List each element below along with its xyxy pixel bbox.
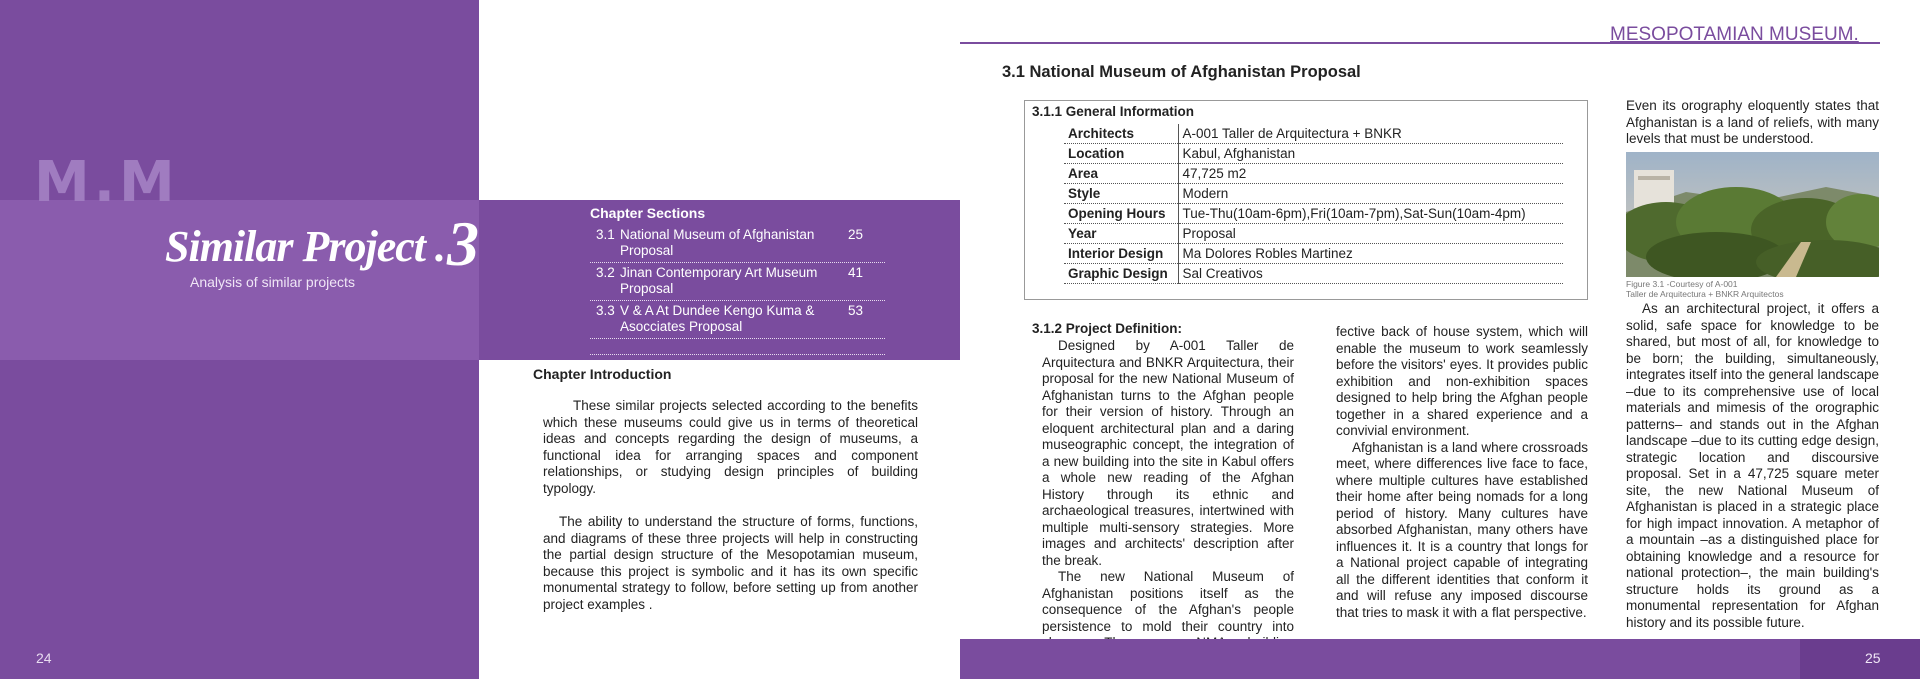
general-info-table: [1064, 124, 1563, 284]
body-paragraph: fective back of house system, which will enable the museum to work seamlessly before the visitors' eyes. It provides public exhibition and non-exhibition spaces designed to help bring the Afghan people together in a shared experience and a convivial environment.: [1336, 324, 1588, 438]
museum-rendering-image: [1626, 152, 1879, 277]
body-paragraph: Even its orography eloquently states that Afghanistan is a land of reliefs, with many levels that must be understood.: [1626, 98, 1879, 146]
info-value: Kabul, Afghanistan: [1178, 144, 1563, 164]
info-key: Opening Hours: [1064, 204, 1178, 224]
body-paragraph: Designed by A-001 Taller de Arquitectura and BNKR Arquitectura, their proposal for the new National Museum of Afghanistan turns to the Afghan people for their version of history. Through an eloquent architectural plan and a daring museographic concept, the integration of a new building into the site in Kabul offers a whole new reading of the Afghan History through its ethnic and archaeological treasures, intertwined with multiple multi-sensory strategies. More images and architects' description after the break.: [1042, 338, 1294, 568]
section-row[interactable]: [590, 301, 885, 339]
intro-paragraph: These similar projects selected according to the benefits which these museums could give us in terms of theoretical ideas and concepts regarding the design of museums, a functional idea for arranging spaces and component relationships, or studying design principles of building typology.: [543, 398, 918, 496]
info-value: A-001 Taller de Arquitectura + BNKR: [1178, 124, 1563, 144]
info-value: Modern: [1178, 184, 1563, 204]
text-column-3-continued: [1626, 301, 1879, 631]
section-number: 3.1: [596, 227, 615, 242]
section-divider: [590, 339, 885, 355]
info-key: Graphic Design: [1064, 264, 1178, 284]
info-value: Tue-Thu(10am-6pm),Fri(10am-7pm),Sat-Sun(10am-4pm): [1178, 204, 1563, 224]
info-key: Year: [1064, 224, 1178, 244]
section-number: 3.3: [596, 303, 615, 318]
section-row[interactable]: [590, 225, 885, 263]
running-header: MESOPOTAMIAN MUSEUM.: [1610, 24, 1859, 45]
info-row: [1064, 264, 1563, 284]
section-number: 3.2: [596, 265, 615, 280]
right-page: [960, 0, 1920, 679]
chapter-number: 3: [447, 208, 478, 279]
caption-line: Figure 3.1 -Courtesy of A-001: [1626, 279, 1738, 289]
info-row: [1064, 244, 1563, 264]
intro-paragraph: The ability to understand the structure of forms, functions, and diagrams of these three projects will help in constructing the partial design structure of the Mesopotamian museum, because this project is symbolic and it has its own specific monumental strategy to follow, before setting up from another project examples .: [543, 514, 918, 612]
text-column-1: [1042, 338, 1294, 668]
footer-band: [960, 639, 1920, 679]
section-title: Jinan Contemporary Art Museum Proposal: [620, 265, 818, 296]
mm-logo: M.M: [34, 150, 179, 215]
chapter-title-text: Similar Project .: [165, 222, 445, 271]
info-value: 47,725 m2: [1178, 164, 1563, 184]
info-row: [1064, 184, 1563, 204]
info-key: Interior Design: [1064, 244, 1178, 264]
section-heading: 3.1 National Museum of Afghanistan Proposal: [1002, 63, 1361, 81]
section-page: 25: [848, 227, 864, 242]
footer-accent: [1800, 639, 1920, 679]
info-row: [1064, 124, 1563, 144]
chapter-intro-heading: Chapter Introduction: [533, 366, 672, 382]
section-title: National Museum of Afghanistan Proposal: [620, 227, 815, 258]
chapter-sections-heading: Chapter Sections: [590, 205, 706, 221]
section-title: V & A At Dundee Kengo Kuma & Asocciates Proposal: [620, 303, 815, 334]
chapter-title: [165, 207, 478, 281]
info-key: Architects: [1064, 124, 1178, 144]
text-column-2: [1336, 324, 1588, 621]
section-page: 41: [848, 265, 864, 280]
info-row: [1064, 204, 1563, 224]
text-column-3: [1626, 98, 1879, 148]
info-row: [1064, 144, 1563, 164]
chapter-subtitle: Analysis of similar projects: [190, 274, 355, 290]
caption-line: Taller de Arquitectura + BNKR Arquitectos: [1626, 289, 1784, 299]
info-value: Ma Dolores Robles Martinez: [1178, 244, 1563, 264]
info-key: Location: [1064, 144, 1178, 164]
body-paragraph: Afghanistan is a land where crossroads meet, where differences live face to face, where multiple cultures have established their home after being nomads for a long period of history. Many cultures have absorbed Afghanistan, many others have influences it. It is a country that longs for a National project capable of integrating all the different identities that conform it and will refuse any imposed discourse that tries to mask it with a flat perspective.: [1336, 439, 1588, 620]
info-value: Proposal: [1178, 224, 1563, 244]
project-definition-heading: 3.1.2 Project Definition:: [1032, 321, 1183, 336]
info-row: [1064, 164, 1563, 184]
info-value: Sal Creativos: [1178, 264, 1563, 284]
museum-rendering-icon: [1626, 152, 1879, 277]
page-number: 25: [1865, 650, 1881, 666]
section-page: 53: [848, 303, 864, 318]
chapter-sections: [590, 205, 885, 355]
body-paragraph: The new National Museum of Afghanistan positions itself as the consequence of the Afghan's people persistence to mold their country into: [1042, 569, 1294, 634]
info-key: Style: [1064, 184, 1178, 204]
body-paragraph: As an architectural project, it offers a solid, safe space for knowledge to be shared, but most of all, for knowledge to be born; the building, simultaneously, integrates itself into the general landscape –due to its comprehensive use of local materials and mimesis of the orographic patterns– and stands out in the Afghan landscape –due to its cutting edge design, strategic location and discoursive proposal. Set in a 47,725 square meter site, the new National Museum of Afghanistan is placed in a strategic place for high impact innovation. A metaphor of a mountain –as a distinguished place for obtaining knowledge and a resource for national protection–, the main building's structure holds its ground as a monumental representation for Afghan history and its possible future.: [1626, 301, 1879, 630]
page-number: 24: [36, 650, 52, 666]
general-info-heading: 3.1.1 General Information: [1032, 104, 1195, 119]
section-row[interactable]: [590, 263, 885, 301]
figure-caption: [1626, 279, 1784, 299]
info-row: [1064, 224, 1563, 244]
info-key: Area: [1064, 164, 1178, 184]
